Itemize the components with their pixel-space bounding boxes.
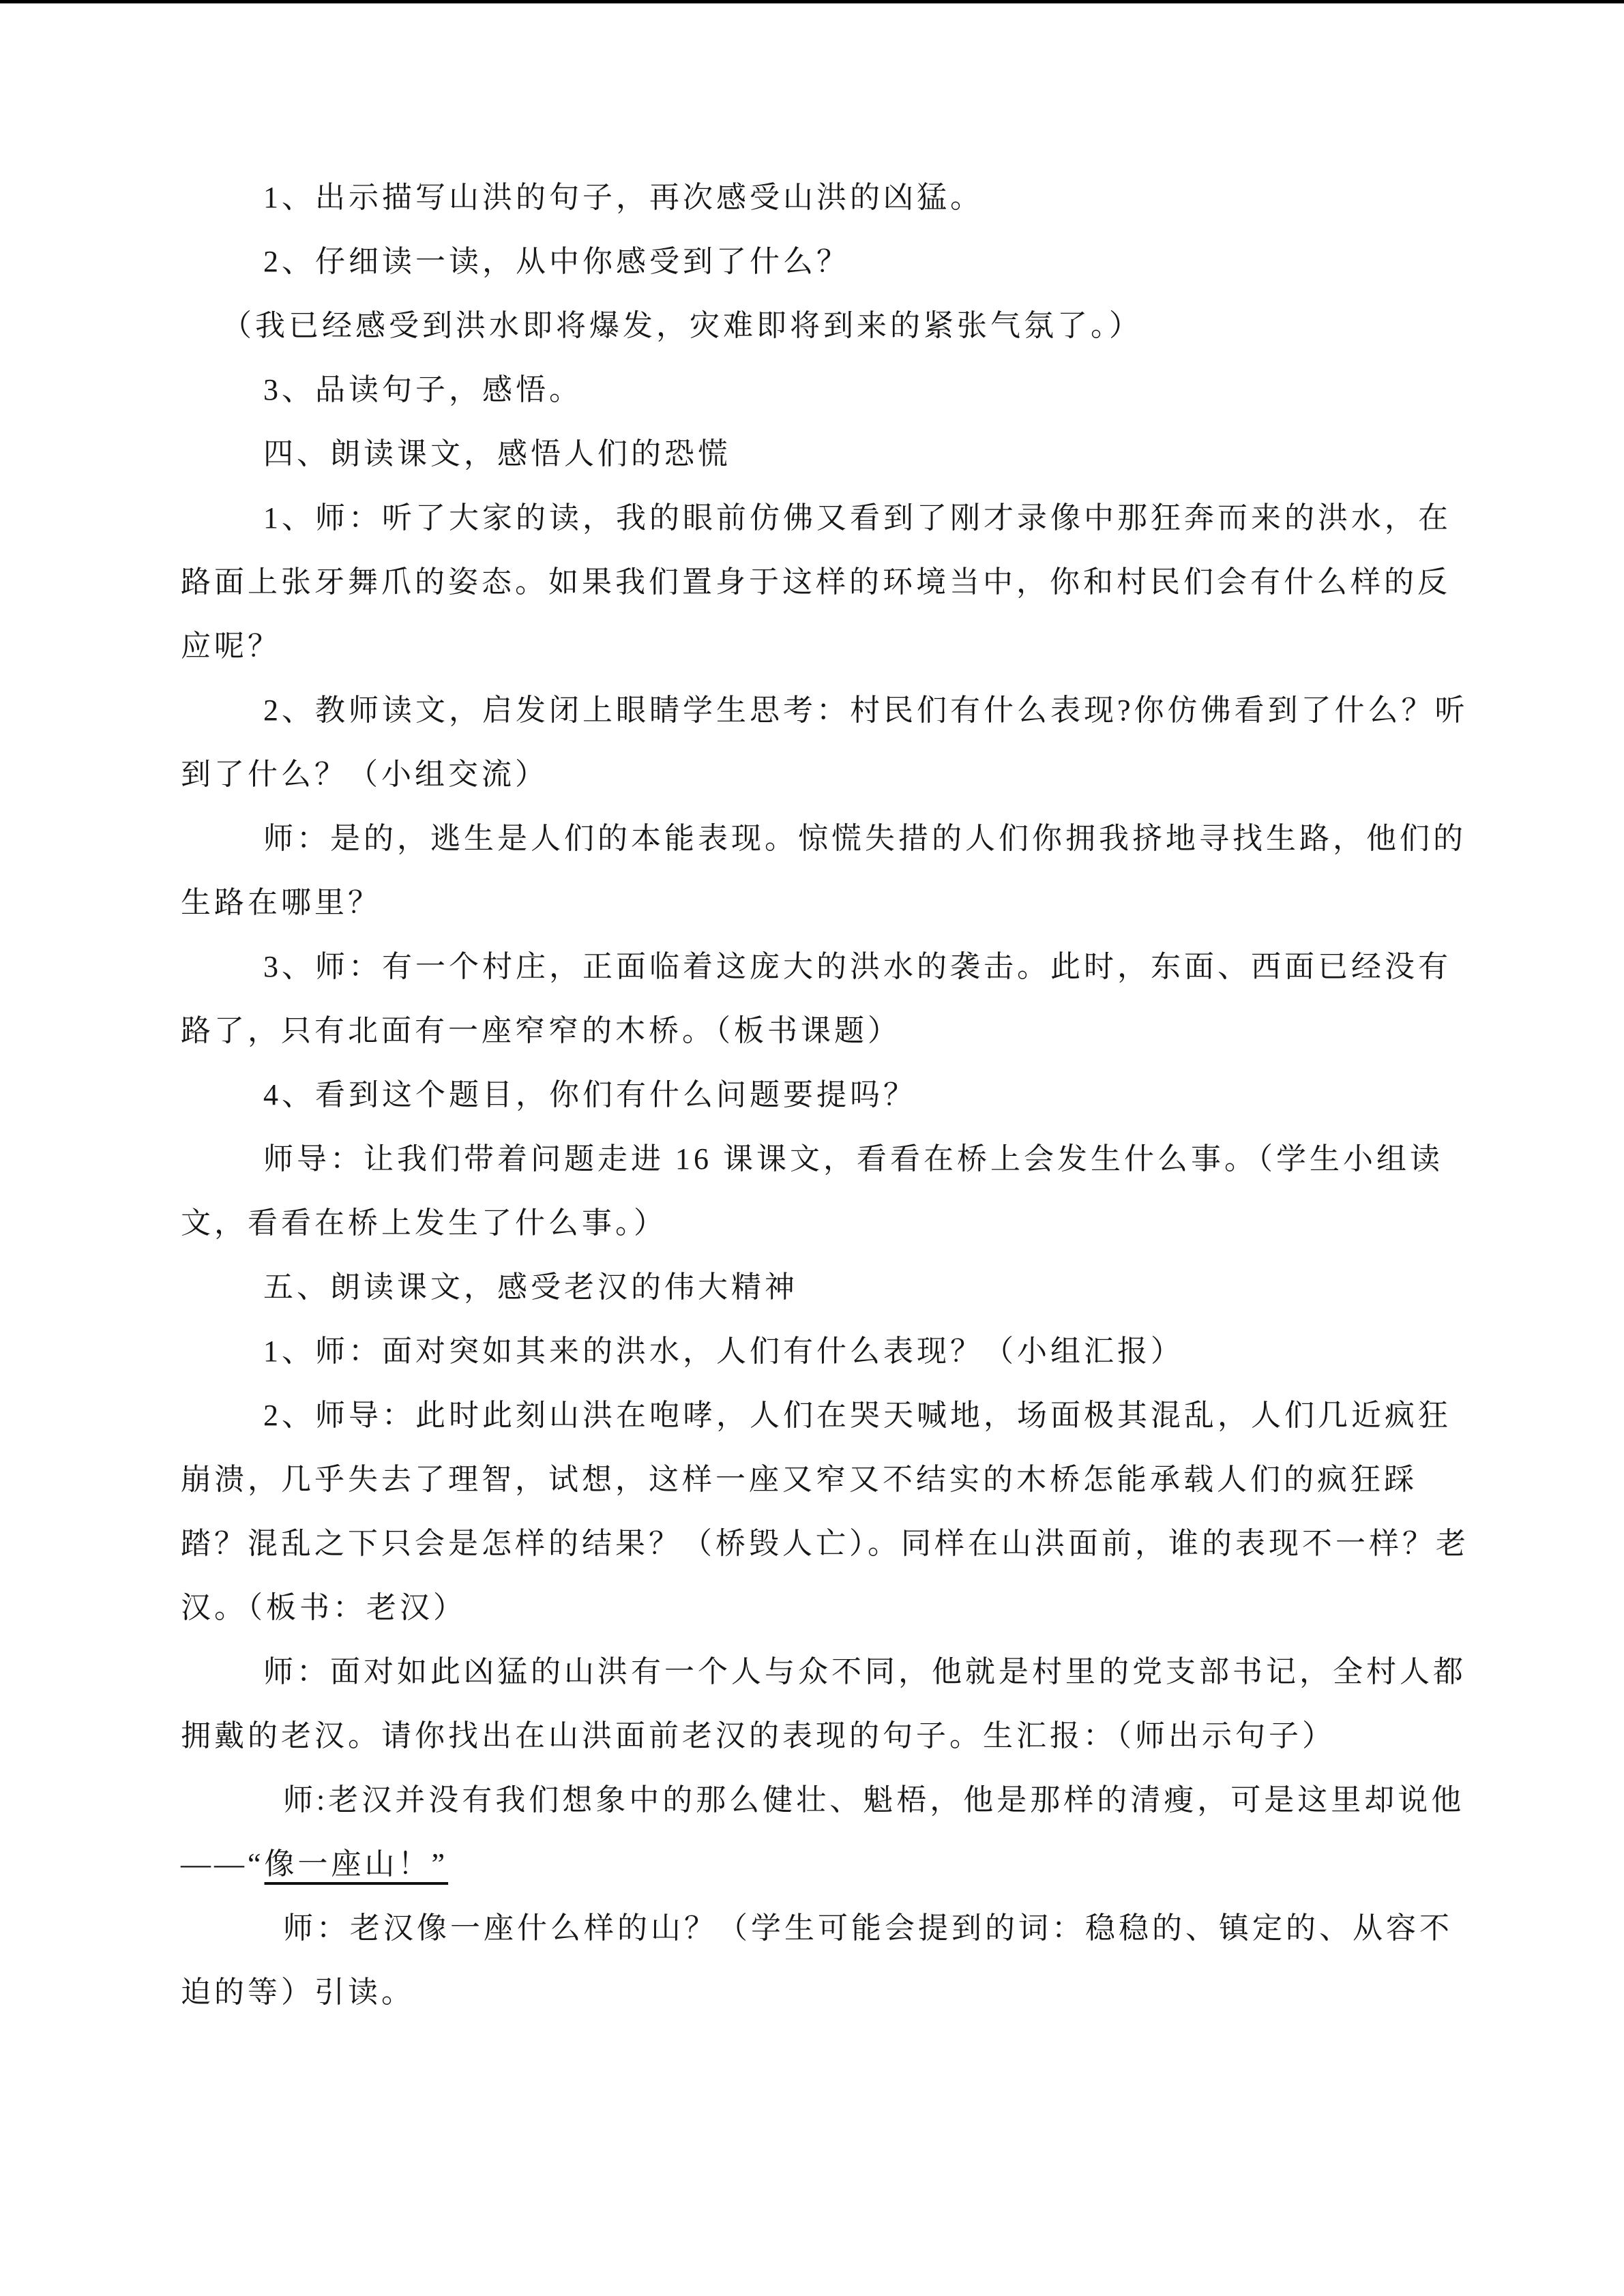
text-run: 2、师导：此时此刻山洪在咆哮，人们在哭天喊地，场面极其混乱，人们几近疯狂崩溃，几乎失去了理智，试想，这样一座又窄又不结实的木桥怎能承载人们的疯狂踩踏？混乱之下只会是怎样的结果？（桥毁人亡）。同样在山洪面前，谁的表现不一样？老汉。（板书：老汉）: [181, 1399, 1469, 1624]
paragraph: [181, 358, 1470, 422]
text-run: 四、朗读课文，感悟人们的恐慌: [263, 437, 731, 471]
paragraph: [181, 422, 1470, 486]
underlined-text: 像一座山！”: [264, 1847, 449, 1881]
text-run: 3、师：有一个村庄，正面临着这庞大的洪水的袭击。此时，东面、西面已经没有路了，只有北面有一座窄窄的木桥。（板书课题）: [181, 950, 1451, 1047]
paragraph: [181, 1768, 1470, 1896]
paragraph: [181, 1384, 1470, 1640]
text-run: 师:老汉并没有我们想象中的那么健壮、魁梧，他是那样的清瘦，可是这里却说他——“: [181, 1783, 1465, 1881]
paragraph: [181, 166, 1470, 230]
text-run: 师导：让我们带着问题走进 16 课课文，看看在桥上会发生什么事。（学生小组读文，看看在桥上发生了什么事。）: [181, 1142, 1443, 1240]
text-run: 1、师：听了大家的读，我的眼前仿佛又看到了刚才录像中那狂奔而来的洪水，在路面上张牙舞爪的姿态。如果我们置身于这样的环境当中，你和村民们会有什么样的反应呢？: [181, 501, 1451, 663]
text-run: 4、看到这个题目，你们有什么问题要提吗？: [263, 1078, 917, 1112]
text-run: （我已经感受到洪水即将爆发，灾难即将到来的紧张气氛了。）: [222, 309, 1142, 342]
paragraph: [181, 230, 1470, 294]
text-run: 五、朗读课文，感受老汉的伟大精神: [263, 1270, 798, 1304]
text-run: 师：面对如此凶猛的山洪有一个人与众不同，他就是村里的党支部书记，全村人都拥戴的老汉。请你找出在山洪面前老汉的表现的句子。生汇报：（师出示句子）: [181, 1655, 1466, 1753]
scan-top-edge: [0, 0, 1624, 3]
text-run: 3、品读句子，感悟。: [263, 373, 582, 406]
text-run: 2、仔细读一读，从中你感受到了什么？: [263, 245, 850, 278]
paragraph: [181, 935, 1470, 1063]
paragraph: [181, 1255, 1470, 1320]
text-run: 1、出示描写山洪的句子，再次感受山洪的凶猛。: [263, 181, 984, 214]
text-run: 师：老汉像一座什么样的山？（学生可能会提到的词：稳稳的、镇定的、从容不迫的等）引读。: [181, 1911, 1453, 2009]
text-run: 师：是的，逃生是人们的本能表现。惊慌失措的人们你拥我挤地寻找生路，他们的生路在哪里？: [181, 822, 1466, 919]
paragraph: [181, 1063, 1470, 1127]
paragraph: [181, 486, 1470, 679]
paragraph: [181, 1127, 1470, 1255]
paragraph: [181, 1896, 1470, 2025]
paragraph: [181, 807, 1470, 935]
paragraph: [181, 679, 1470, 807]
document-body: [181, 166, 1470, 2025]
paragraph: [181, 1320, 1470, 1384]
text-run: 1、师：面对突如其来的洪水，人们有什么表现？（小组汇报）: [263, 1335, 1184, 1368]
paragraph: [181, 294, 1470, 358]
text-run: 2、教师读文，启发闭上眼睛学生思考：村民们有什么表现?你仿佛看到了什么？听到了什么？（小组交流）: [181, 694, 1468, 791]
paragraph: [181, 1640, 1470, 1768]
